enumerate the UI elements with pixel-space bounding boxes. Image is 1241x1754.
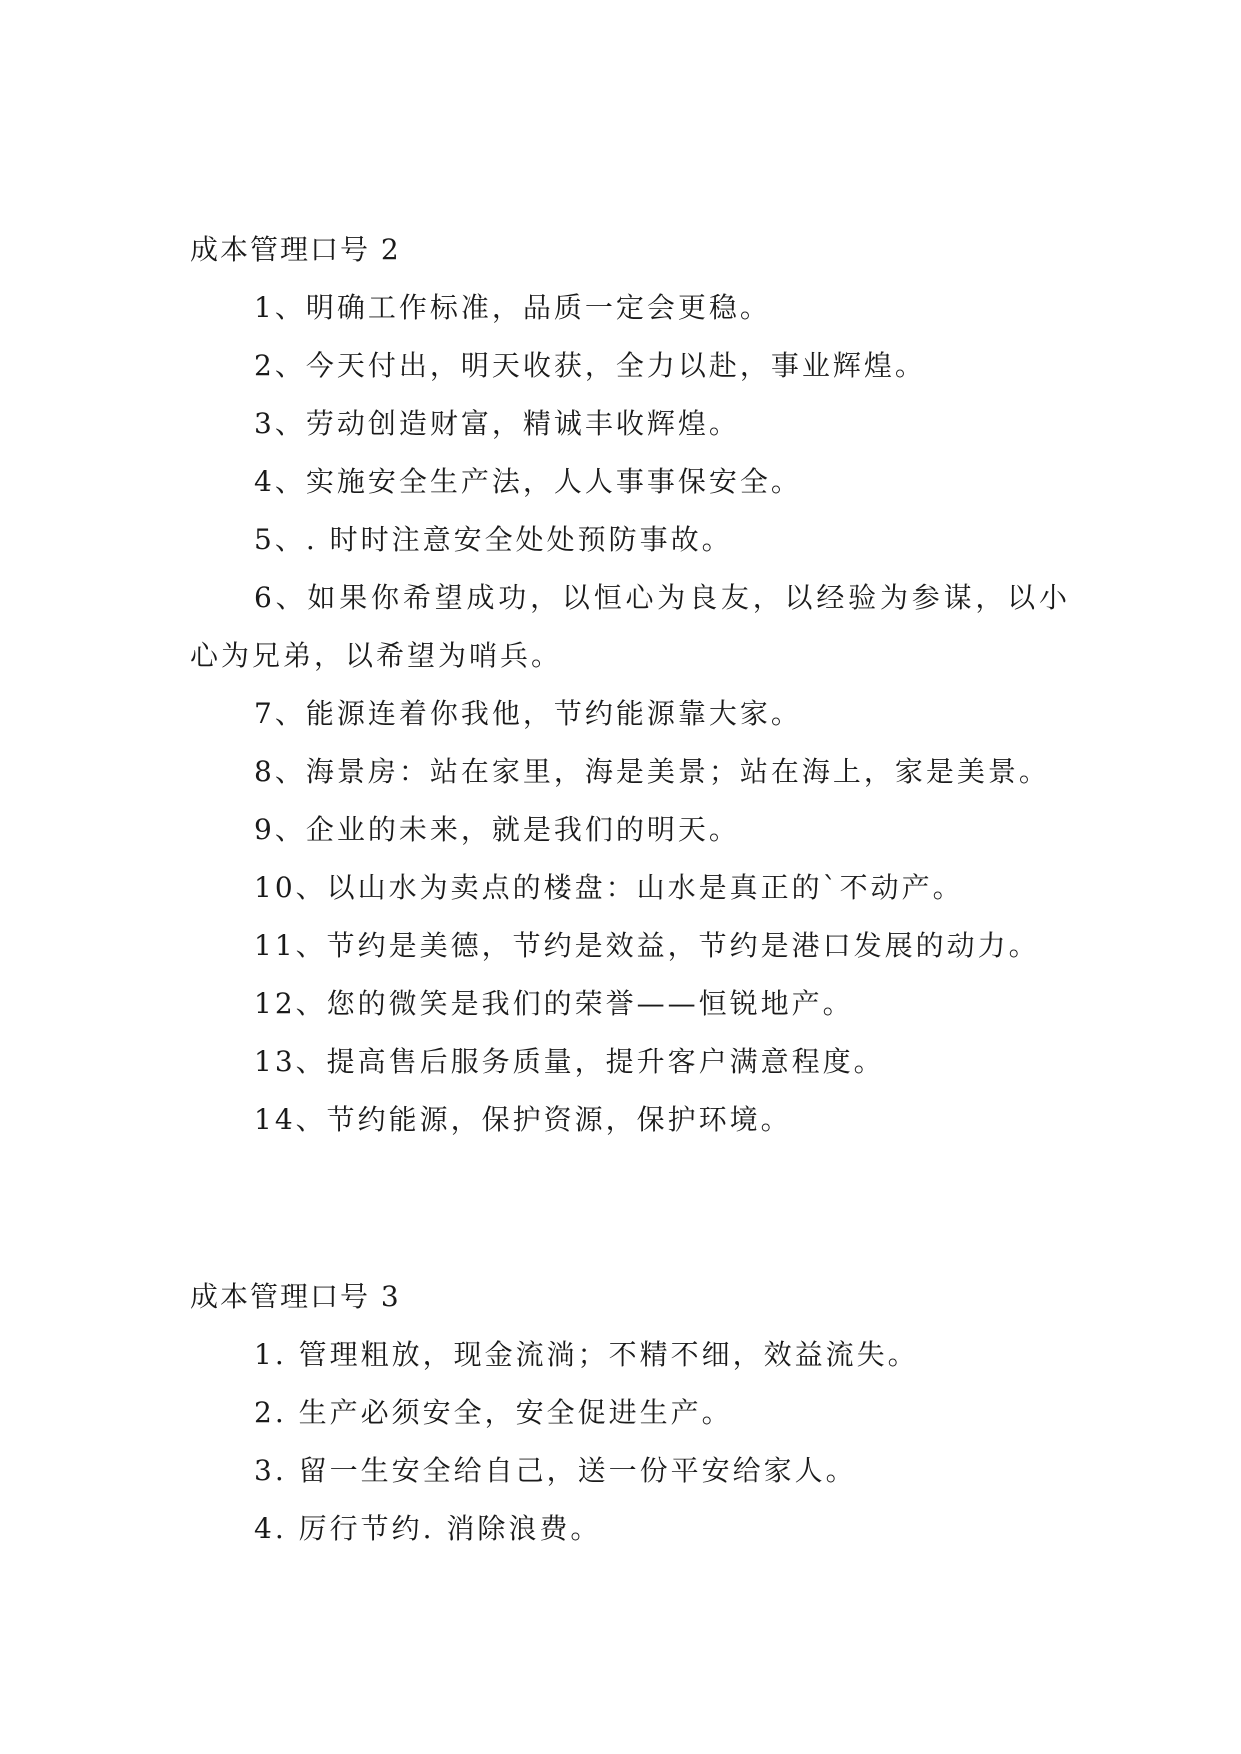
slogan-item: 4、实施安全生产法，人人事事保安全。 <box>254 465 802 498</box>
slogan-section-3 <box>190 1268 1070 1558</box>
slogan-item: 10、以山水为卖点的楼盘：山水是真正的`不动产。 <box>254 871 964 904</box>
slogan-item: 3、劳动创造财富，精诚丰收辉煌。 <box>254 407 740 440</box>
slogan-item: 12、您的微笑是我们的荣誉——恒锐地产。 <box>254 987 854 1020</box>
slogan-item: 5、. 时时注意安全处处预防事故。 <box>254 523 733 556</box>
slogan-item: 2. 生产必须安全，安全促进生产。 <box>254 1396 733 1429</box>
section-heading: 成本管理口号 2 <box>190 233 401 266</box>
slogan-item: 7、能源连着你我他，节约能源靠大家。 <box>254 697 802 730</box>
slogan-item: 13、提高售后服务质量，提升客户满意程度。 <box>254 1045 885 1078</box>
slogan-item: 3. 留一生安全给自己，送一份平安给家人。 <box>254 1454 857 1487</box>
slogan-item: 8、海景房：站在家里，海是美景；站在海上，家是美景。 <box>254 755 1050 788</box>
slogan-item: 11、节约是美德，节约是效益，节约是港口发展的动力。 <box>254 929 1040 962</box>
slogan-item: 6、如果你希望成功，以恒心为良友，以经验为参谋，以小心为兄弟，以希望为哨兵。 <box>190 581 1070 672</box>
slogan-item: 1、明确工作标准，品质一定会更稳。 <box>254 291 771 324</box>
slogan-item: 14、节约能源，保护资源，保护环境。 <box>254 1103 792 1136</box>
slogan-item: 4. 厉行节约. 消除浪费。 <box>254 1512 602 1545</box>
slogan-item: 1. 管理粗放，现金流淌；不精不细，效益流失。 <box>254 1338 919 1371</box>
slogan-item: 9、企业的未来，就是我们的明天。 <box>254 813 740 846</box>
section-heading: 成本管理口号 3 <box>190 1280 401 1313</box>
slogan-section-2 <box>190 221 1070 1149</box>
slogan-item: 2、今天付出，明天收获，全力以赴，事业辉煌。 <box>254 349 926 382</box>
